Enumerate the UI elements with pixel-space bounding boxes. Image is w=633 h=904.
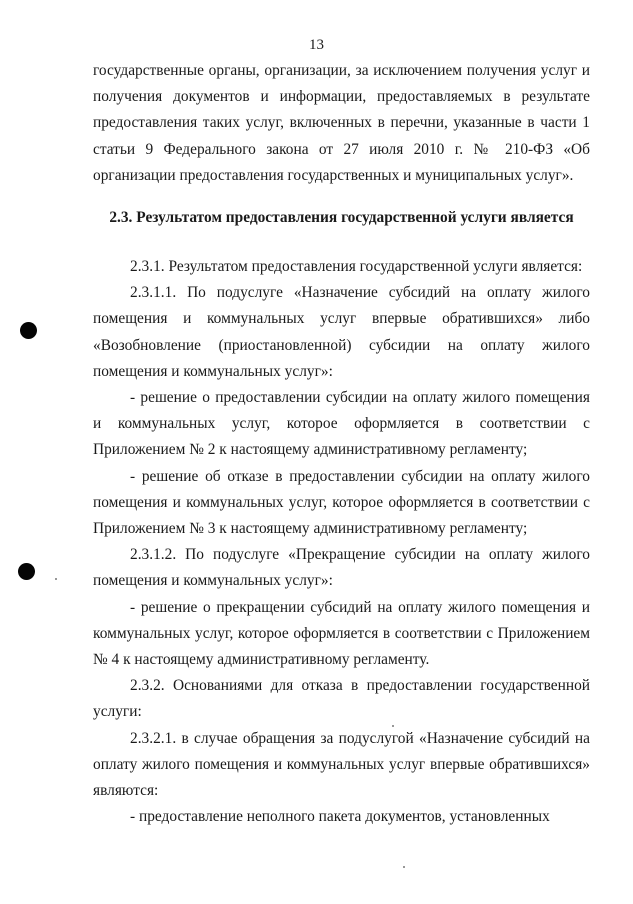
section-heading: 2.3. Результатом предоставления государственной услуги является [109,209,574,226]
scan-speck [392,725,394,727]
scan-speck [55,578,57,580]
paragraph: 2.3.2.1. в случае обращения за подуслугой «Назначение субсидий на оплату жилого помещения и коммунальных услуг впервые обратившихся» являются: [93,729,590,800]
paragraph: 2.3.1.1. По подуслуге «Назначение субсидий на оплату жилого помещения и коммунальных услуг впервые обратившихся» либо «Возобновление (приостановленной) субсидии на оплату жилого помещения и коммунальных услуг»: [93,284,590,380]
section-body [93,254,590,830]
page-number: 13 [309,37,324,53]
paragraph: 2.3.2. Основаниями для отказа в предоставлении государственной услуги: [93,677,590,721]
paragraph: государственные органы, организации, за исключением получения услуг и получения документов и информации, предоставляемых в результате предоставления таких услуг, включенных в перечни, указанные в части 1 статьи 9 Федерального закона от 27 июля 2010 г. № 210-ФЗ «Об организации предоставления государственных и муниципальных услуг». [93,62,590,184]
paragraph: 2.3.1. Результатом предоставления государственной услуги является: [130,258,583,275]
paragraph-last: - предоставление неполного пакета документов, установленных [130,808,550,826]
continuation-text [93,58,590,189]
scan-speck [403,866,405,868]
paragraph: - решение о предоставлении субсидии на оплату жилого помещения и коммунальных услуг, которое оформляется в соответствии с Приложением № 2 к настоящему административному регламенту; [93,389,590,459]
paragraph: - решение об отказе в предоставлении субсидии на оплату жилого помещения и коммунальных услуг, которое оформляется в соответствии с Приложением № 3 к настоящему административному регламенту; [93,467,590,538]
paragraph: - решение о прекращении субсидий на оплату жилого помещения и коммунальных услуг, которое оформляется в соответствии с Приложением № 4 к настоящему административному регламенту. [93,598,590,669]
paragraph: 2.3.1.2. По подуслуге «Прекращение субсидии на оплату жилого помещения и коммунальных услуг»: [93,546,590,590]
punch-hole-bottom [18,563,35,580]
punch-hole-top [20,322,37,339]
